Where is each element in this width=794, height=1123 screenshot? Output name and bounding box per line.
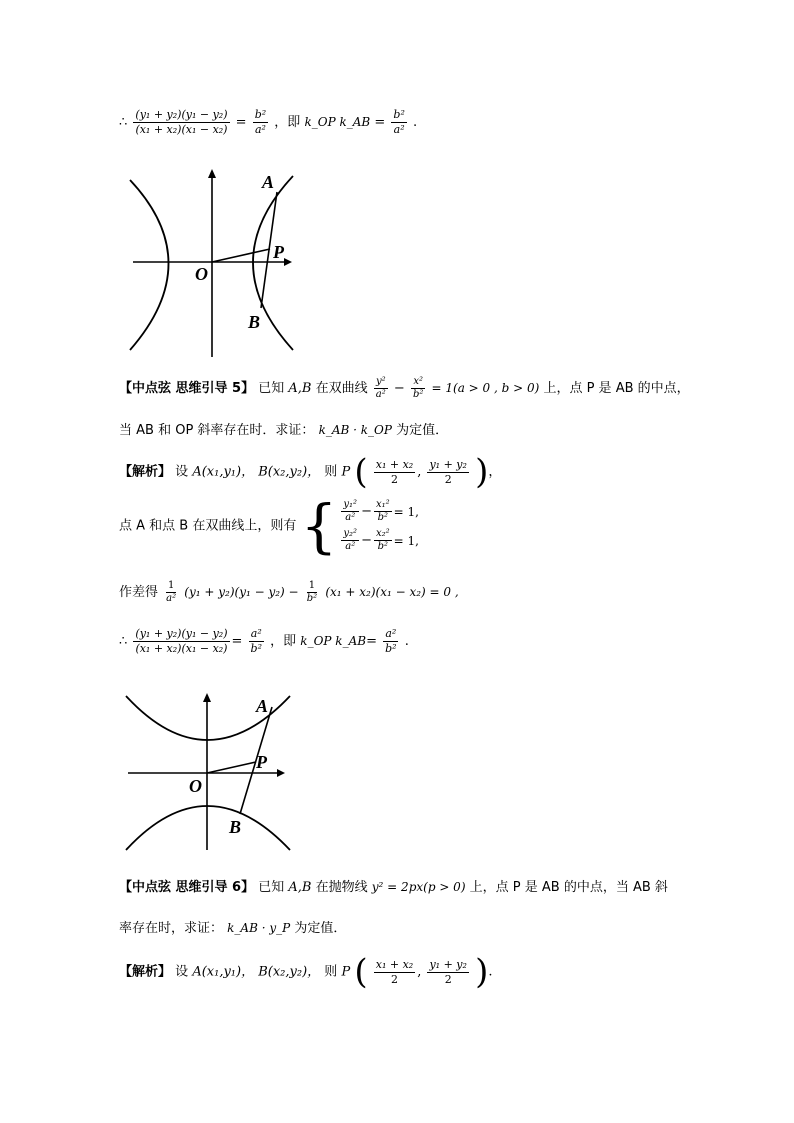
sys1-rhs: = 1, (393, 504, 419, 519)
solution6-end: . (488, 964, 493, 980)
solution6-label: 【解析】 (119, 964, 172, 980)
result-slope-product: k_OP k_AB (300, 634, 367, 648)
frac-y-den: a² (375, 389, 386, 400)
one-over-b2 (305, 580, 319, 605)
problem5-line2 (119, 424, 448, 437)
label-b: B (229, 817, 242, 837)
sys2-y-den: a² (345, 541, 356, 552)
midpoint-y (427, 958, 468, 987)
problem5-slope-expr: k_AB · k_OP (318, 423, 392, 437)
hyperbola-frac-x (411, 376, 425, 401)
problem6-text2: 在抛物线 (315, 880, 368, 895)
result-rhs2-den: b² (385, 642, 397, 655)
rhs-fraction (253, 108, 268, 137)
equals-sign: = (235, 115, 247, 130)
lhs-numerator: (y₁ + y₂)(y₁ − y₂) (135, 108, 228, 121)
problem6-heading: 【中点弦 思维引导 6】 (119, 880, 255, 895)
midpoint-y (427, 458, 468, 487)
problem5-line2-text: 当 AB 和 OP 斜率存在时．求证： (119, 423, 315, 438)
result-conjunction: ，即 (270, 634, 297, 649)
system-row-1: $\frac{\text{y₁²}}{\text{a²}}$ − $\frac{\text{x₁²}}{\text{b²}}$ = 1, (343, 499, 419, 523)
problem5-line1 (119, 376, 690, 401)
y-axis-arrow (208, 169, 216, 178)
segment-op (207, 762, 256, 773)
midpoint-x (374, 958, 415, 987)
conjunction-text: ，即 (274, 115, 301, 130)
one-over-a2 (164, 580, 178, 605)
segment-op (212, 249, 270, 262)
hyperbola-lower-branch (126, 806, 290, 850)
midpoint-x-num: x₁ + x₂ (375, 957, 414, 971)
midpoint-y-num: y₁ + y₂ (429, 457, 467, 471)
solution5-end: ， (488, 464, 502, 480)
lhs-fraction (133, 108, 229, 137)
sys1-frac-y (341, 499, 359, 524)
result-rhs2 (383, 627, 398, 656)
system-row-2: $\frac{\text{y₂²}}{\text{a²}}$ − $\frac{\text{x₂²}}{\text{b²}}$ = 1, (343, 528, 419, 552)
one-b-den: b² (306, 593, 318, 604)
problem6-text3: 上，点 P 是 AB 的中点，当 AB 斜 (469, 880, 668, 895)
label-o: O (195, 264, 208, 284)
result-lhs-num: (y₁ + y₂)(y₁ − y₂) (135, 627, 228, 640)
figure-hyperbola-vertical (122, 688, 302, 856)
solution6-line1: 【解析】 设 A(x₁,y₁)， B(x₂,y₂)， 则 P ( $\frac{\text{x₁ + x₂}}{2}$ , $\frac{\text{y₁ + y₂}}{2}$ ). (119, 952, 493, 992)
sys1-y-den: a² (345, 512, 356, 523)
period: . (413, 115, 418, 130)
problem6-line2-text: 率存在时，求证： (119, 921, 224, 936)
frac-y-num: y² (375, 376, 386, 387)
problem6-line1 (119, 881, 668, 894)
label-p: P (256, 752, 267, 772)
sys1-x-num: x₁² (375, 499, 390, 510)
problem5-text3: 上，点 P 是 AB 的中点， (543, 381, 690, 396)
sys2-x-den: b² (377, 541, 389, 552)
one-a-num: 1 (167, 580, 175, 591)
result-rhs2-num: a² (385, 627, 397, 640)
sys1-frac-x (374, 499, 392, 524)
difference-text: 作差得 (119, 585, 159, 600)
one-a-den: a² (166, 593, 177, 604)
label-a: A (256, 696, 269, 716)
frac-x-num: x² (413, 376, 423, 387)
problem5-points: A,B (288, 381, 312, 396)
label-p: P (273, 242, 284, 262)
hyperbola-frac-y (374, 376, 388, 401)
solution5-t1: 设 (175, 464, 189, 480)
lhs-denominator: (x₁ + x₂)(x₁ − x₂) (135, 123, 228, 136)
midpoint-x-den: 2 (390, 472, 398, 486)
rhs-numerator: b² (254, 108, 267, 121)
result-rhs-den: b² (250, 642, 262, 655)
problem6-line2 (119, 922, 346, 935)
label-b: B (248, 312, 261, 332)
solution6-point-p: P (341, 964, 351, 980)
figure-hyperbola-horizontal (125, 162, 305, 362)
equation-system (300, 492, 419, 560)
solution5-point-p: P (341, 464, 351, 480)
therefore-symbol: ∴ (119, 115, 128, 130)
midpoint-y-den: 2 (444, 972, 452, 986)
equation-top (119, 108, 417, 137)
result-rhs (249, 627, 264, 656)
sys2-y-num: y₂² (343, 528, 358, 539)
rhs2-denominator: a² (393, 123, 405, 136)
problem5-text1: 已知 (258, 381, 285, 396)
rhs-denominator: a² (254, 123, 266, 136)
hyperbola-condition: = 1(a > 0 , b > 0) (431, 381, 540, 395)
system-brace: { (300, 492, 338, 560)
difference-part1: (y₁ + y₂)(y₁ − y₂) − (184, 585, 299, 599)
solution6-point-a: A(x₁,y₁)， (192, 964, 255, 980)
result-rhs-num: a² (250, 627, 262, 640)
paren-close: ) (475, 952, 489, 992)
solution5-t2: 则 (324, 464, 338, 480)
minus-sign: − (393, 381, 405, 396)
one-b-num: 1 (308, 580, 316, 591)
x-axis-arrow (284, 258, 292, 266)
solution6-point-b: B(x₂,y₂)， (258, 964, 321, 980)
solution6-t2: 则 (324, 964, 338, 980)
problem6-slope-expr: k_AB · y_P (227, 921, 291, 935)
problem6-line2-end: 为定值． (294, 921, 347, 936)
label-o: O (189, 776, 202, 796)
equals-sign-2: = (374, 115, 386, 130)
sys2-frac-y (341, 528, 359, 553)
solution5-system-line (119, 492, 419, 560)
problem6-text1: 已知 (258, 880, 285, 895)
solution5-result: ∴ $\frac{\text{(y₁ + y₂)(y₁ − y₂)}}{\text{(x₁ + x₂)(x₁ − x₂)}}$ = $\frac{\text{a²}}{\text{b²}}$ ，即 k_OP k_AB= $\frac{\text{a²}}{\text{b²}}$ . (119, 627, 409, 655)
sys2-x-num: x₂² (375, 528, 390, 539)
sys1-y-num: y₁² (343, 499, 358, 510)
solution5-point-a: A(x₁,y₁)， (192, 464, 255, 480)
rhs2-numerator: b² (393, 108, 405, 121)
frac-x-den: b² (412, 389, 424, 400)
midpoint-y-num: y₁ + y₂ (429, 957, 467, 971)
midpoint-x (374, 458, 415, 487)
x-axis-arrow (277, 769, 285, 777)
paren-open: ( (354, 952, 368, 992)
problem5-heading: 【中点弦 思维引导 5】 (119, 381, 255, 396)
difference-part2: (x₁ + x₂)(x₁ − x₂) = 0 , (325, 585, 459, 599)
result-lhs-den: (x₁ + x₂)(x₁ − x₂) (135, 642, 228, 655)
y-axis-arrow (203, 693, 211, 702)
points-text: 点 A 和点 B 在双曲线上，则有 (119, 518, 297, 534)
label-a: A (262, 172, 275, 192)
sys1-x-den: b² (377, 512, 389, 523)
sys2-rhs: = 1, (393, 533, 419, 548)
result-period: . (404, 634, 409, 649)
problem5-line2-end: 为定值． (396, 423, 449, 438)
paren-open: ( (354, 452, 368, 492)
solution5-line1: 【解析】 设 A(x₁,y₁)， B(x₂,y₂)， 则 P ( $\frac{\text{x₁ + x₂}}{2}$ , $\frac{\text{y₁ + y₂}}{2}$ )， (119, 452, 502, 492)
parabola-equation: y² = 2px(p > 0) (371, 880, 466, 894)
rhs2-fraction (391, 108, 406, 137)
hyperbola-left-branch (130, 180, 169, 350)
therefore-symbol-2: ∴ (119, 634, 128, 649)
solution6-t1: 设 (175, 964, 189, 980)
solution5-label: 【解析】 (119, 464, 172, 480)
result-lhs (133, 627, 229, 656)
paren-close: ) (475, 452, 489, 492)
solution5-difference (119, 580, 459, 605)
slope-product: k_OP k_AB (304, 115, 371, 129)
midpoint-y-den: 2 (444, 472, 452, 486)
solution5-point-b: B(x₂,y₂)， (258, 464, 321, 480)
midpoint-x-num: x₁ + x₂ (375, 457, 414, 471)
problem6-points: A,B (288, 880, 312, 895)
problem5-text2: 在双曲线 (315, 381, 368, 396)
midpoint-x-den: 2 (390, 972, 398, 986)
sys2-frac-x (374, 528, 392, 553)
